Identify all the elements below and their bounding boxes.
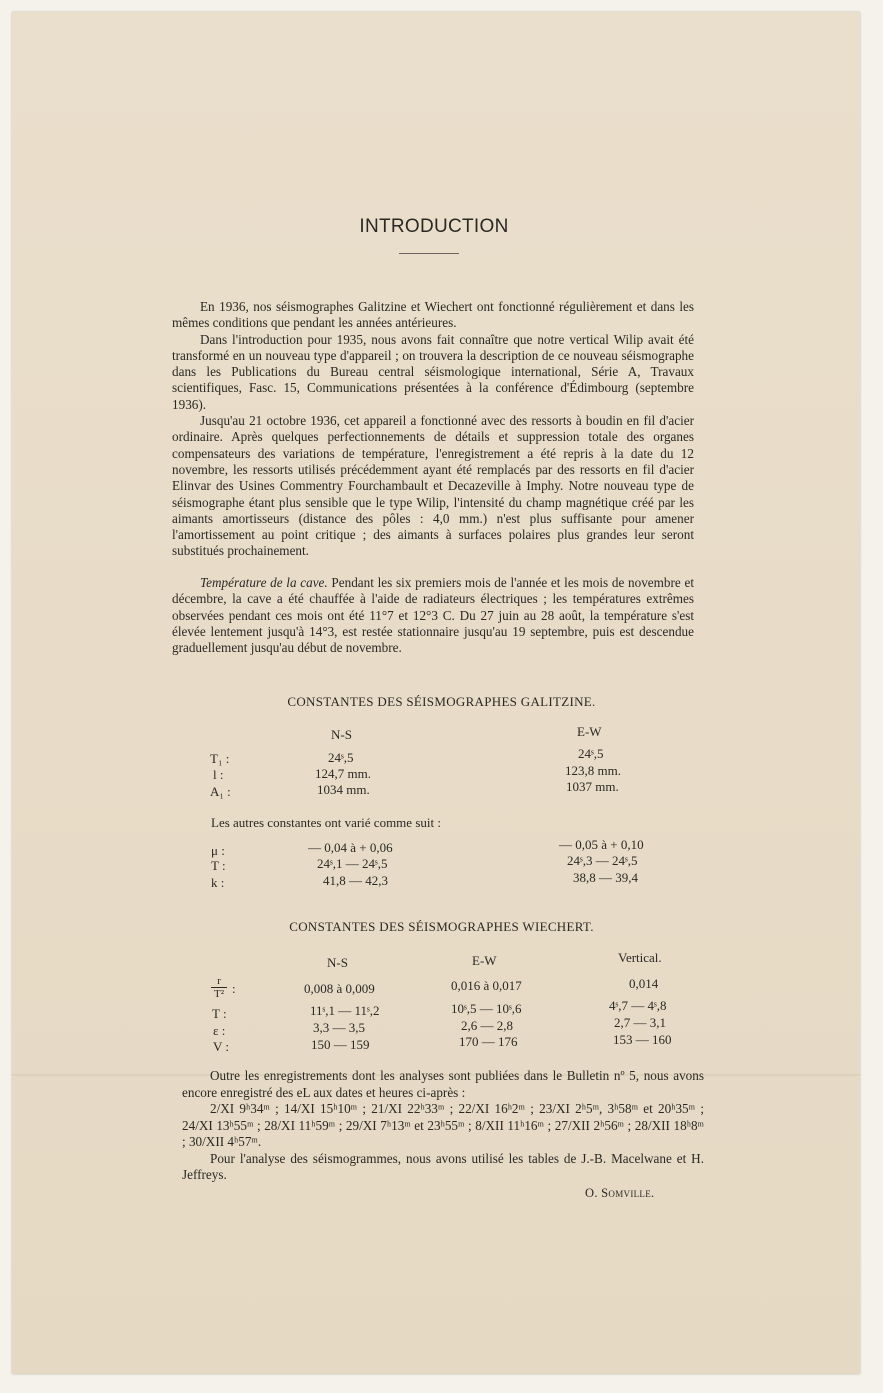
paragraph-1: En 1936, nos séismographes Galitzine et Wiechert ont fonctionné régulièrement et dans les mêmes conditions que pendant les années antérieures. [172, 299, 694, 331]
wiechert-cell: 0,008 à 0,009 [304, 981, 375, 996]
wiechert-cell: 150 — 159 [311, 1037, 370, 1052]
galitzine-cell: 124,7 mm. [315, 766, 371, 781]
galitzine-row-label: T₁ : [210, 751, 230, 766]
paragraph-3: Jusqu'au 21 octobre 1936, cet appareil a fonctionné avec des ressorts à boudin en fil d'acier ordinaire. Après quelques perfectionnements de détails et suppression totale des organes compensateurs des variations de température, l'enregistrement a été repris à la date du 12 novembre, les ressorts utilisés précédemment ayant été remplacés par des ressorts en fil d'acier Elinvar des Usines Commentry Fourchambault et Decazeville à Imphy. Notre nouveau type de séismographe étant plus sensible que le type Wilip, l'intensité du champ magnétique créé par les aimants amortisseurs (distance des pôles : 4,0 mm.) n'est plus suffisante pour amener l'amortissement au point critique ; des aimants à surfaces polaires plus grandes leur seront substitués prochainement. [172, 413, 694, 559]
galitzine-col-ew: E-W [577, 724, 602, 739]
galitzine-cell: 123,8 mm. [565, 763, 621, 778]
wiechert-cell: 3,3 — 3,5 [313, 1020, 365, 1035]
wiechert-ratio-label [211, 976, 227, 1000]
closing-text [182, 1068, 704, 1184]
galitzine-col-ns: N-S [331, 727, 352, 742]
closing-paragraph-2: 2/XI 9ʰ34ᵐ ; 14/XI 15ʰ10ᵐ ; 21/XI 22ʰ33ᵐ ; 22/XI 16ʰ2ᵐ ; 23/XI 2ʰ5ᵐ, 3ʰ58ᵐ et 20ʰ35ᵐ ; 24/XI 13ʰ55ᵐ ; 28/XI 11ʰ59ᵐ ; 29/XI 7ʰ13ᵐ et 23ʰ55ᵐ ; 8/XII 11ʰ16ᵐ ; 27/XII 2ʰ56ᵐ ; 28/XII 18ʰ8ᵐ ; 30/XII 4ʰ57ᵐ. [182, 1101, 704, 1149]
paragraph-4-lead: Température de la cave. [200, 575, 328, 590]
ratio-numerator: r [217, 975, 221, 987]
wiechert-col-ns: N-S [327, 955, 348, 970]
wiechert-cell: 170 — 176 [459, 1034, 518, 1049]
galitzine-var-cell: 24ˢ,1 — 24ˢ,5 [317, 856, 388, 871]
wiechert-row-label: T : [212, 1006, 227, 1021]
galitzine-var-cell: 41,8 — 42,3 [323, 873, 388, 888]
wiechert-cell: 0,014 [629, 976, 659, 991]
temperature-text [172, 575, 694, 656]
closing-paragraph-3: Pour l'analyse des séismogrammes, nous avons utilisé les tables de J.-B. Macelwane et H. Jeffreys. [182, 1150, 704, 1182]
wiechert-cell: 2,6 — 2,8 [461, 1018, 513, 1033]
paragraph-4-body: Pendant les six premiers mois de l'année et les mois de novembre et décembre, la cave a été chauffée à l'aide de radiateurs électriques ; les températures extrêmes observées pendant ces mois ont été 11°7 et 12°3 C. Du 27 juin au 28 août, la température s'est élevée lentement jusqu'à 14°3, est restée stationnaire jusqu'au 19 septembre, puis est descendue graduellement jusqu'au début de novembre. [172, 575, 694, 656]
galitzine-cell: 24ˢ,5 [328, 750, 354, 765]
galitzine-row-label: l : [213, 767, 224, 782]
closing-paragraph-1: Outre les enregistrements dont les analyses sont publiées dans le Bulletin nº 5, nous avons encore enregistré des eL aux dates et heures ci-après : [182, 1068, 704, 1100]
wiechert-cell: 2,7 — 3,1 [614, 1015, 666, 1030]
wiechert-row-label: V : [213, 1039, 230, 1054]
wiechert-cell: 4ˢ,7 — 4ˢ,8 [609, 998, 667, 1013]
wiechert-col-ew: E-W [472, 953, 497, 968]
paragraph-4 [172, 575, 694, 656]
galitzine-cell: 1034 mm. [317, 782, 370, 797]
paragraph-2: Dans l'introduction pour 1935, nous avons fait connaître que notre vertical Wilip avait été transformé en un nouveau type d'appareil ; on trouvera la description de ce nouveau séismographe dans les Publications du Bureau central séismologique international, Série A, Travaux scientifiques, Fasc. 15, Communications présentées à la conférence d'Édimbourg (septembre 1936). [172, 331, 694, 412]
galitzine-var-label: μ : [211, 843, 225, 858]
wiechert-heading: CONSTANTES DES SÉISMOGRAPHES WIECHERT. [289, 919, 594, 934]
wiechert-cell: 10ˢ,5 — 10ˢ,6 [451, 1001, 522, 1016]
galitzine-cell: 1037 mm. [566, 779, 619, 794]
galitzine-var-cell: 38,8 — 39,4 [573, 870, 638, 885]
galitzine-var-label: k : [211, 875, 225, 890]
galitzine-var-cell: — 0,04 à + 0,06 [308, 840, 393, 855]
title-rule [399, 253, 459, 254]
wiechert-row-label: ε : [213, 1023, 226, 1038]
wiechert-col-vertical: Vertical. [618, 950, 662, 965]
galitzine-var-cell: 24ˢ,3 — 24ˢ,5 [567, 853, 638, 868]
wiechert-cell: 11ˢ,1 — 11ˢ,2 [310, 1003, 380, 1018]
intro-text [172, 299, 694, 560]
signature: O. Somville. [585, 1186, 655, 1200]
galitzine-var-label: T : [211, 858, 226, 873]
galitzine-heading: CONSTANTES DES SÉISMOGRAPHES GALITZINE. [287, 694, 596, 709]
galitzine-row-label: A₁ : [210, 784, 231, 799]
galitzine-note: Les autres constantes ont varié comme suit : [211, 815, 441, 830]
galitzine-cell: 24ˢ,5 [578, 746, 604, 761]
page-title: INTRODUCTION [359, 216, 509, 237]
ratio-denominator: T² [211, 987, 227, 1000]
wiechert-ratio-colon: : [232, 981, 236, 996]
wiechert-cell: 153 — 160 [613, 1032, 672, 1047]
wiechert-cell: 0,016 à 0,017 [451, 978, 522, 993]
galitzine-var-cell: — 0,05 à + 0,10 [559, 837, 644, 852]
